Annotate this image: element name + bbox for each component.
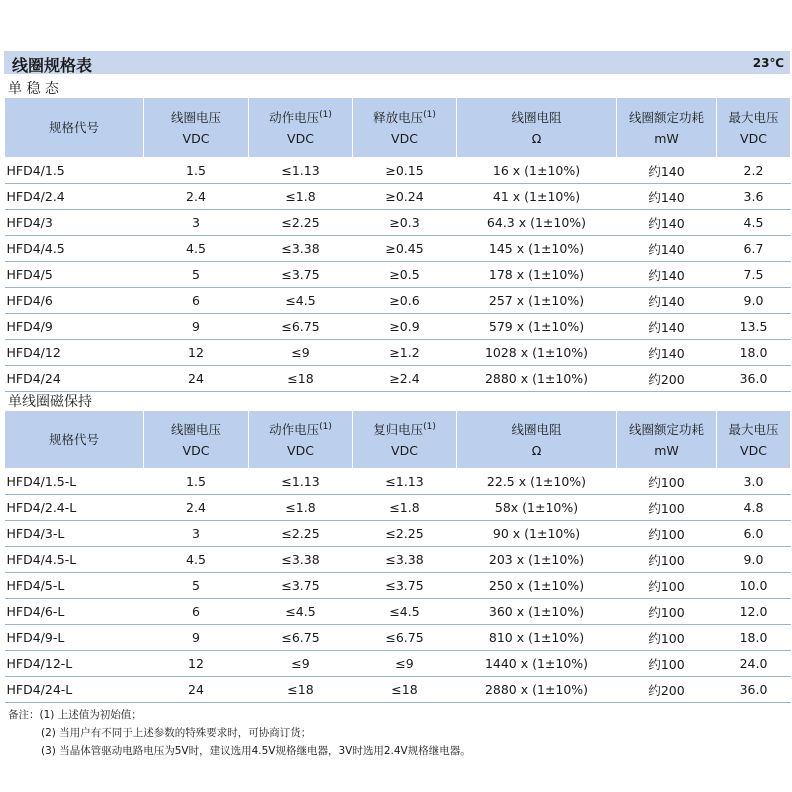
table-row	[5, 495, 791, 521]
table-cell: ≤9	[249, 340, 353, 366]
column-header	[717, 98, 791, 158]
table-cell: HFD4/24	[5, 366, 144, 392]
table-cell: ≤18	[353, 677, 457, 703]
table-cell: 5	[144, 573, 249, 599]
column-header-label: 最大电压	[728, 421, 779, 437]
table-cell: ≤2.25	[249, 210, 353, 236]
table-row	[5, 573, 791, 599]
table-cell: 13.5	[717, 314, 791, 340]
table-cell: ≤18	[249, 366, 353, 392]
table-cell: 2.4	[144, 495, 249, 521]
table-row	[5, 262, 791, 288]
table-cell: HFD4/5	[5, 262, 144, 288]
footnote-marker: (1)	[319, 421, 332, 432]
table-cell: 810 x (1±10%)	[457, 625, 617, 651]
table-cell: 约100	[617, 599, 717, 625]
temperature-label: 23℃	[752, 56, 784, 70]
table-cell: 6.7	[717, 236, 791, 262]
table-cell: 257 x (1±10%)	[457, 288, 617, 314]
table-cell: 18.0	[717, 340, 791, 366]
column-header-label: 动作电压	[269, 109, 320, 125]
table-row	[5, 236, 791, 262]
table-cell: 约100	[617, 521, 717, 547]
table-cell: ≥0.6	[353, 288, 457, 314]
table-cell: HFD4/5-L	[5, 573, 144, 599]
table-cell: 约140	[617, 262, 717, 288]
column-header-unit: VDC	[740, 442, 767, 458]
table-cell: ≥0.5	[353, 262, 457, 288]
table-cell: ≥0.24	[353, 184, 457, 210]
table-cell: HFD4/2.4	[5, 184, 144, 210]
table-cell: 203 x (1±10%)	[457, 547, 617, 573]
column-header-label: 线圈电压	[170, 109, 221, 125]
table-cell: ≤4.5	[249, 288, 353, 314]
table-cell: 约140	[617, 236, 717, 262]
table-cell: 64.3 x (1±10%)	[457, 210, 617, 236]
table-cell: 58x (1±10%)	[457, 495, 617, 521]
column-header-unit: VDC	[740, 130, 767, 146]
table-cell: ≤1.8	[353, 495, 457, 521]
table-cell: 约100	[617, 547, 717, 573]
table-cell: 3.6	[717, 184, 791, 210]
column-header	[617, 411, 717, 469]
column-header	[5, 98, 144, 158]
table-cell: 2880 x (1±10%)	[457, 366, 617, 392]
table-cell: 4.5	[717, 210, 791, 236]
table-cell: 24	[144, 677, 249, 703]
table-cell: HFD4/12	[5, 340, 144, 366]
table-row	[5, 677, 791, 703]
column-header-label: 最大电压	[728, 109, 779, 125]
table-cell: HFD4/12-L	[5, 651, 144, 677]
table-cell: ≤6.75	[249, 314, 353, 340]
table-row	[5, 210, 791, 236]
table-cell: 2880 x (1±10%)	[457, 677, 617, 703]
column-header-label: 规格代号	[48, 120, 99, 135]
column-header-unit: VDC	[182, 442, 210, 458]
column-header-unit: VDC	[391, 130, 418, 146]
table-cell: 2.2	[717, 158, 791, 184]
column-header-unit: mW	[654, 130, 679, 146]
table-cell: ≤3.75	[249, 262, 353, 288]
column-header-label: 线圈额定功耗	[628, 109, 704, 125]
table-cell: 36.0	[717, 366, 791, 392]
column-header-unit: mW	[654, 442, 679, 458]
table-cell: 360 x (1±10%)	[457, 599, 617, 625]
column-header-unit: VDC	[287, 442, 314, 458]
table-cell: 6.0	[717, 521, 791, 547]
table-cell: ≤6.75	[249, 625, 353, 651]
table-cell: HFD4/6-L	[5, 599, 144, 625]
footnote-marker: (1)	[423, 109, 436, 120]
table-cell: ≤9	[249, 651, 353, 677]
column-header-unit: VDC	[391, 442, 418, 458]
column-header-unit: VDC	[182, 130, 210, 146]
table-cell: 5	[144, 262, 249, 288]
table-row	[5, 314, 791, 340]
table-header-row	[5, 411, 791, 469]
table-cell: 约140	[617, 184, 717, 210]
table-cell: 12.0	[717, 599, 791, 625]
table-cell: ≤18	[249, 677, 353, 703]
table-cell: 4.8	[717, 495, 791, 521]
section-label-monostable: 单 稳 态	[8, 81, 59, 97]
column-header-label: 释放电压	[373, 109, 424, 125]
table-cell: 18.0	[717, 625, 791, 651]
column-header	[353, 98, 457, 158]
table-cell: 2.4	[144, 184, 249, 210]
table-cell: ≤3.75	[353, 573, 457, 599]
table-cell: 3	[144, 210, 249, 236]
table-row	[5, 158, 791, 184]
table-cell: 1.5	[144, 469, 249, 495]
table-cell: 24.0	[717, 651, 791, 677]
column-header-label: 线圈电压	[170, 421, 221, 437]
table-row	[5, 521, 791, 547]
column-header	[144, 98, 249, 158]
table-cell: ≤3.38	[249, 236, 353, 262]
table-cell: ≤9	[353, 651, 457, 677]
table-cell: 178 x (1±10%)	[457, 262, 617, 288]
table-cell: ≥2.4	[353, 366, 457, 392]
column-header	[144, 411, 249, 469]
table-cell: 4.5	[144, 547, 249, 573]
title-bar	[4, 51, 790, 74]
column-header-unit: Ω	[531, 130, 542, 146]
table-row	[5, 547, 791, 573]
table-cell: ≤1.13	[249, 158, 353, 184]
table-row	[5, 366, 791, 392]
table-cell: 约100	[617, 495, 717, 521]
coil-spec-table-monostable	[4, 97, 791, 392]
column-header-label: 线圈电阻	[511, 421, 562, 437]
table-cell: ≤3.75	[249, 573, 353, 599]
table-cell: HFD4/3	[5, 210, 144, 236]
table-cell: 约100	[617, 651, 717, 677]
table-cell: HFD4/6	[5, 288, 144, 314]
table-cell: 41 x (1±10%)	[457, 184, 617, 210]
column-header	[457, 98, 617, 158]
table-cell: 约140	[617, 158, 717, 184]
column-header-label: 动作电压	[269, 421, 320, 437]
table-cell: ≤1.8	[249, 495, 353, 521]
table-row	[5, 599, 791, 625]
table-cell: HFD4/9	[5, 314, 144, 340]
table-cell: 约140	[617, 340, 717, 366]
table-cell: HFD4/9-L	[5, 625, 144, 651]
table-cell: 9.0	[717, 547, 791, 573]
table-cell: 约100	[617, 469, 717, 495]
table-cell: ≤1.13	[249, 469, 353, 495]
table-header-row	[5, 98, 791, 158]
table-cell: 145 x (1±10%)	[457, 236, 617, 262]
table-cell: 约200	[617, 677, 717, 703]
table-cell: ≤2.25	[353, 521, 457, 547]
table-cell: 约140	[617, 288, 717, 314]
table-row	[5, 469, 791, 495]
coil-spec-table-latching	[4, 410, 791, 703]
column-header-label: 复归电压	[373, 421, 424, 437]
table-cell: ≥0.3	[353, 210, 457, 236]
table-cell: 1028 x (1±10%)	[457, 340, 617, 366]
notes	[8, 706, 471, 760]
table-cell: 6	[144, 599, 249, 625]
table-cell: 6	[144, 288, 249, 314]
table-cell: ≤1.8	[249, 184, 353, 210]
page-title: 线圈规格表	[12, 56, 93, 75]
table-cell: ≤1.13	[353, 469, 457, 495]
table-cell: 12	[144, 340, 249, 366]
table-cell: 约100	[617, 625, 717, 651]
table-cell: ≥1.2	[353, 340, 457, 366]
table-cell: 约140	[617, 210, 717, 236]
table-cell: HFD4/1.5-L	[5, 469, 144, 495]
section-label-latching: 单线圈磁保持	[8, 394, 92, 410]
table-cell: 22.5 x (1±10%)	[457, 469, 617, 495]
table-cell: 12	[144, 651, 249, 677]
footnote-marker: (1)	[423, 421, 436, 432]
table-cell: 约100	[617, 573, 717, 599]
table-cell: ≥0.9	[353, 314, 457, 340]
table-row	[5, 625, 791, 651]
table-cell: 约200	[617, 366, 717, 392]
table-cell: HFD4/4.5-L	[5, 547, 144, 573]
footnote-marker: (1)	[319, 109, 332, 120]
table-cell: HFD4/4.5	[5, 236, 144, 262]
table-cell: 1440 x (1±10%)	[457, 651, 617, 677]
note-1: 备注：(1) 上述值为初始值；	[8, 709, 142, 721]
table-cell: 9	[144, 314, 249, 340]
note-2: (2) 当用户有不同于上述参数的特殊要求时，可协商订货；	[41, 727, 312, 739]
column-header	[717, 411, 791, 469]
table-cell: 7.5	[717, 262, 791, 288]
table-cell: 16 x (1±10%)	[457, 158, 617, 184]
column-header-label: 线圈额定功耗	[628, 421, 704, 437]
column-header-label: 规格代号	[48, 432, 99, 447]
table-cell: HFD4/1.5	[5, 158, 144, 184]
column-header	[249, 98, 353, 158]
table-cell: HFD4/2.4-L	[5, 495, 144, 521]
table-row	[5, 184, 791, 210]
table-row	[5, 340, 791, 366]
table-cell: 36.0	[717, 677, 791, 703]
note-3: (3) 当晶体管驱动电路电压为5V时，建议选用4.5V规格继电器，3V时选用2.4V规格继电器。	[41, 745, 471, 757]
table-cell: 10.0	[717, 573, 791, 599]
table-cell: 4.5	[144, 236, 249, 262]
table-cell: 9	[144, 625, 249, 651]
table-cell: ≥0.15	[353, 158, 457, 184]
table-cell: ≥0.45	[353, 236, 457, 262]
table-row	[5, 651, 791, 677]
column-header	[457, 411, 617, 469]
column-header-label: 线圈电阻	[511, 109, 562, 125]
table-cell: 9.0	[717, 288, 791, 314]
table-cell: 579 x (1±10%)	[457, 314, 617, 340]
table-cell: ≤2.25	[249, 521, 353, 547]
table-cell: ≤4.5	[249, 599, 353, 625]
column-header	[249, 411, 353, 469]
table-cell: ≤6.75	[353, 625, 457, 651]
table-cell: 3	[144, 521, 249, 547]
table-cell: ≤3.38	[353, 547, 457, 573]
table-cell: 1.5	[144, 158, 249, 184]
table-cell: ≤3.38	[249, 547, 353, 573]
column-header-unit: VDC	[287, 130, 314, 146]
table-cell: HFD4/3-L	[5, 521, 144, 547]
column-header	[5, 411, 144, 469]
table-cell: HFD4/24-L	[5, 677, 144, 703]
table-cell: 24	[144, 366, 249, 392]
column-header	[617, 98, 717, 158]
table-cell: 90 x (1±10%)	[457, 521, 617, 547]
table-cell: 250 x (1±10%)	[457, 573, 617, 599]
table-cell: ≤4.5	[353, 599, 457, 625]
table-cell: 约140	[617, 314, 717, 340]
column-header	[353, 411, 457, 469]
column-header-unit: Ω	[531, 442, 542, 458]
table-row	[5, 288, 791, 314]
table-cell: 3.0	[717, 469, 791, 495]
